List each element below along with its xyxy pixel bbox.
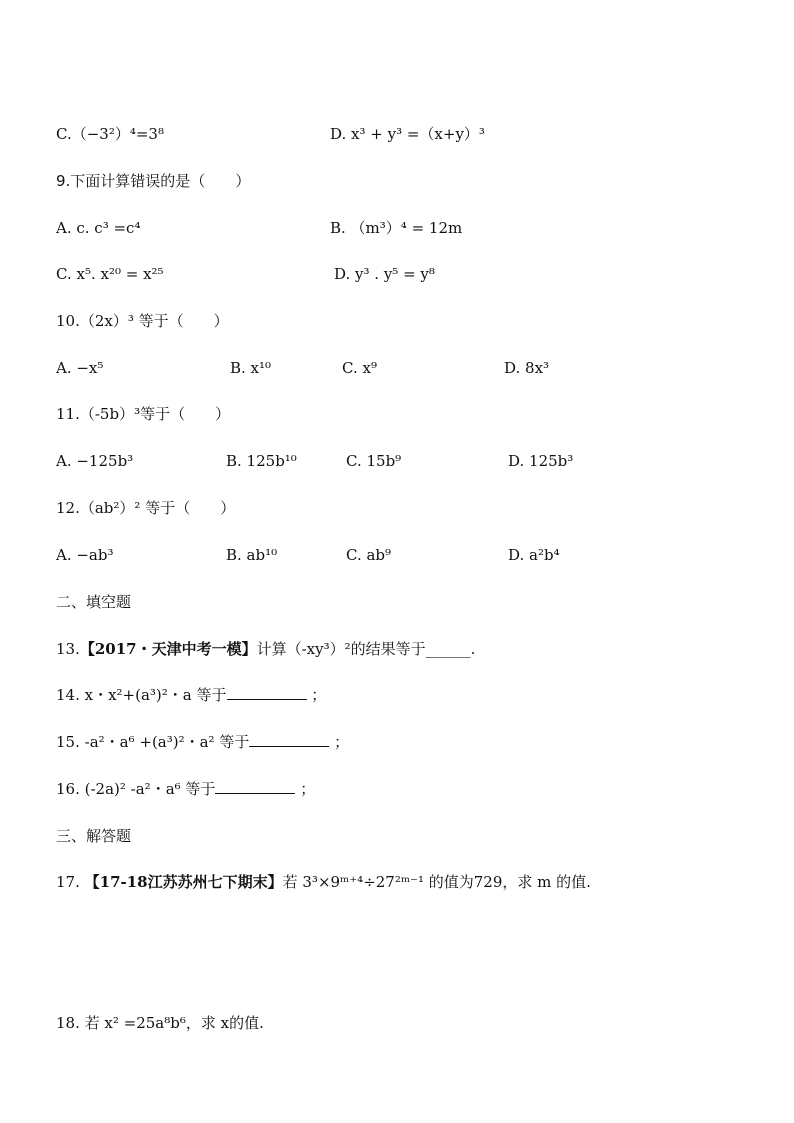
q12-option-c: C. ab⁹ (346, 546, 392, 564)
q9-option-d: D. y³ . y⁵ = y⁸ (334, 265, 435, 283)
q16-tail: ； (300, 780, 316, 798)
q13 (56, 639, 475, 659)
q14 (56, 685, 326, 705)
q12-option-a: A. −ab³ (56, 546, 114, 564)
q9-option-b: B. （m³）⁴ = 12m (330, 219, 463, 237)
q10-stem: 10.（2x）³ 等于（ ） (56, 312, 229, 330)
q14-text: 14. x・x²+(a³)²・a 等于 (56, 686, 227, 704)
q14-answer-blank[interactable] (227, 685, 307, 700)
q15-tail: ； (334, 733, 350, 751)
q10-option-c: C. x⁹ (342, 359, 377, 377)
q11-option-b: B. 125b¹⁰ (226, 452, 297, 470)
section-2-title: 二、填空题 (56, 593, 132, 611)
q12-option-d: D. a²b⁴ (508, 546, 560, 564)
q18-answer-space[interactable] (56, 1040, 736, 1110)
q17-answer-space[interactable] (56, 900, 736, 1000)
q10-option-b: B. x¹⁰ (230, 359, 272, 377)
q18: 18. 若 x² =25a⁸b⁶，求 x的值. (56, 1014, 264, 1032)
q17-text: 若 3³×9ᵐ⁺⁴÷27²ᵐ⁻¹ 的值为729，求 m 的值. (282, 873, 591, 891)
q16-answer-blank[interactable] (215, 779, 295, 794)
q15 (56, 732, 349, 752)
q12-option-b: B. ab¹⁰ (226, 546, 278, 564)
q15-text: 15. -a²・a⁶ +(a³)²・a² 等于 (56, 733, 250, 751)
q17-number: 17. (56, 873, 80, 891)
q8-option-d: D. x³ + y³ =（x+y）³ (330, 125, 485, 143)
q16 (56, 779, 315, 799)
q11-option-d: D. 125b³ (508, 452, 574, 470)
q12-stem: 12.（ab²）² 等于（ ） (56, 499, 236, 517)
q9-stem: 9.下面计算错误的是（ ） (56, 172, 251, 190)
q11-stem: 11.（-5b）³等于（ ） (56, 405, 231, 423)
q10-option-a: A. −x⁵ (56, 359, 104, 377)
q11-option-c: C. 15b⁹ (346, 452, 402, 470)
q16-text: 16. (-2a)² -a²・a⁶ 等于 (56, 780, 216, 798)
section-3-title: 三、解答题 (56, 827, 132, 845)
q9-option-a: A. c. c³ =c⁴ (56, 219, 141, 237)
q15-answer-blank[interactable] (249, 732, 329, 747)
q9-option-c: C. x⁵. x²⁰ = x²⁵ (56, 265, 164, 283)
q17-source: 【17-18江苏苏州七下期末】 (84, 873, 283, 891)
q17 (56, 872, 591, 892)
q8-option-c: C.（−3²）⁴=3⁸ (56, 125, 164, 143)
q13-number: 13. (56, 640, 80, 658)
q11-option-a: A. −125b³ (56, 452, 134, 470)
q13-text: 计算（-xy³）²的结果等于______. (256, 640, 476, 658)
q13-source: 【2017・天津中考一模】 (79, 640, 257, 658)
q14-tail: ； (311, 686, 327, 704)
q10-option-d: D. 8x³ (504, 359, 550, 377)
